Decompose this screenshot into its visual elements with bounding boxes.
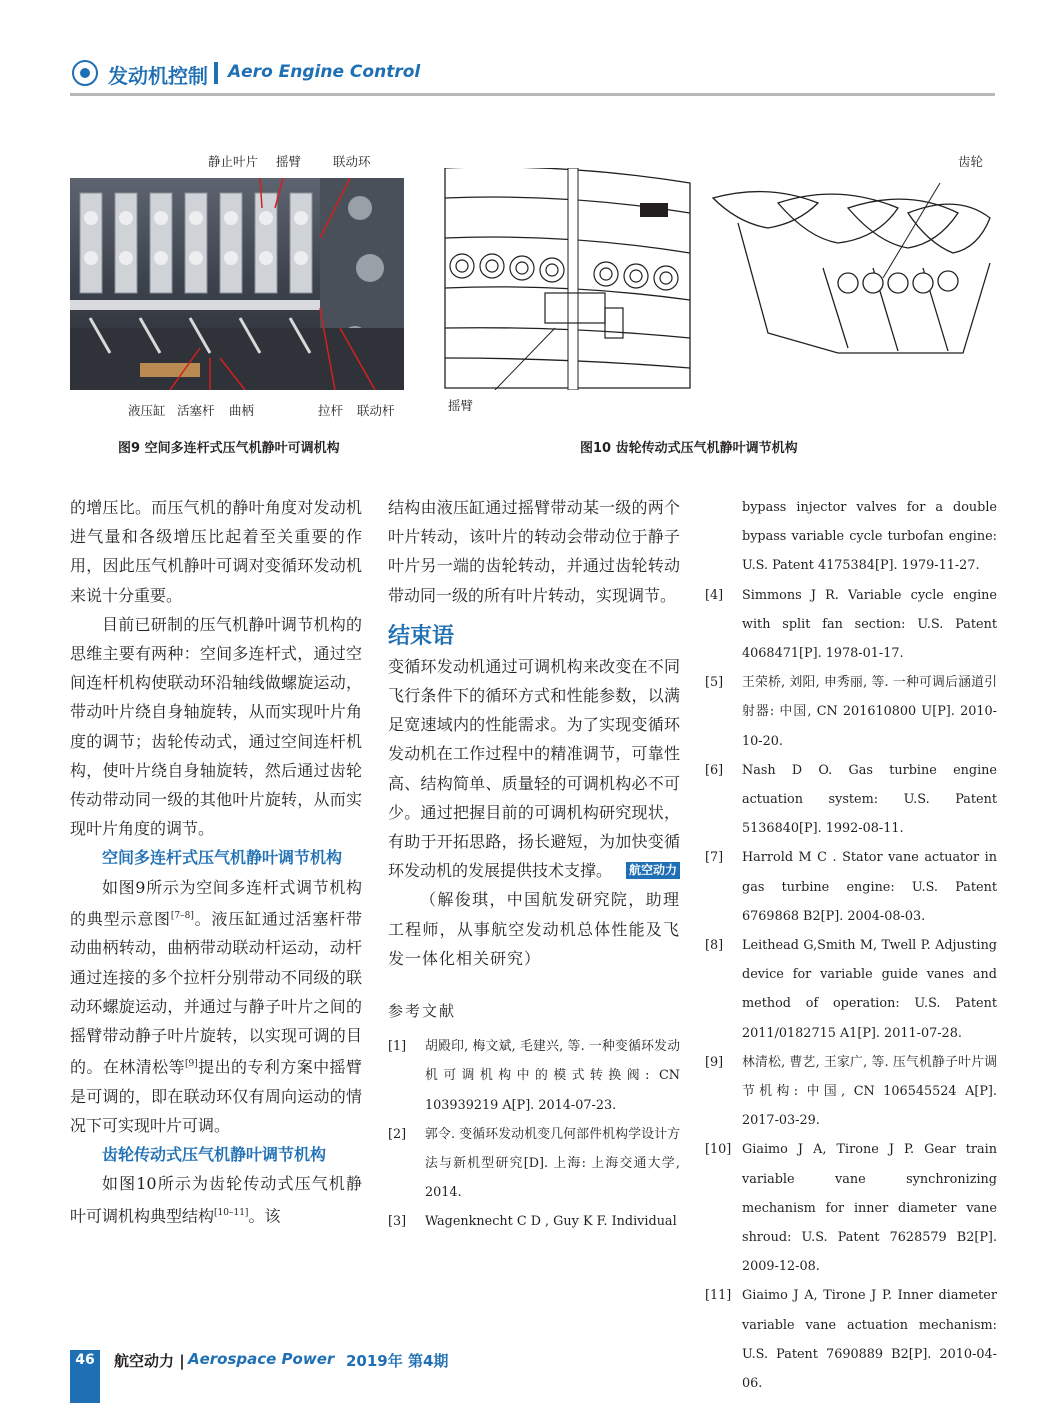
references-list-a xyxy=(388,1032,680,1236)
reference-item: [8] Leithead G,Smith M, Twell P. Adjusting device for variable guide vanes and method of operation: U.S. Patent 2011/0182715 A1[P]. 2011-07-28. xyxy=(705,938,997,1041)
reference-item: [9] 林清松, 曹艺, 王家广, 等. 压气机静子叶片调节机构: 中国, CN 106545524 A[P]. 2017-03-29. xyxy=(705,1054,997,1129)
reference-item: [7] Harrold M C . Stator vane actuator in gas turbine engine: U.S. Patent 6769868 B2[P]. 2004-08-03. xyxy=(705,850,997,924)
column-2 xyxy=(388,493,680,1237)
citation-10-11: [10–11] xyxy=(214,1207,249,1218)
author-note: （解俊琪，中国航发研究院，助理工程师，从事航空发动机总体性能及飞发一体化相关研究） xyxy=(388,890,680,968)
column-1 xyxy=(70,493,362,1230)
fig10-label-rocker: 摇臂 xyxy=(448,398,474,413)
citation-7-8: [7–8] xyxy=(170,910,194,921)
col1-paragraph-3: 如图9所示为空间多连杆式调节机构的典型示意图[7–8]。液压缸通过活塞杆带动曲柄转动，曲柄带动联动杆运动，动杆通过连接的多个拉杆分别带动不同级的联动环螺旋运动，并通过与静子叶片之间的摇臂带动静子叶片旋转，以实现可调的目的。在林清松等[9]提出的专利方案中摇臂是可调的，即在联动环仅有周向运动的情况下可实现叶片可调。 xyxy=(70,877,362,1135)
references-title: 参考文献 xyxy=(388,1002,457,1021)
section-title-cn: 发动机控制 xyxy=(108,64,208,88)
col1-paragraph-1: 的增压比。而压气机的静叶角度对发动机进气量和各级增压比起着至关重要的作用，因此压气机静叶可调对变循环发动机来说十分重要。 xyxy=(70,498,362,605)
fig10-label-gear: 齿轮 xyxy=(958,154,984,169)
page-number: 46 xyxy=(75,1352,95,1368)
reference-item: [3] Wagenknecht C D , Guy K F. Individual xyxy=(388,1214,677,1230)
citation-9: [9] xyxy=(184,1059,198,1070)
footer-journal-cn: 航空动力 | xyxy=(114,1352,185,1370)
figure-10 xyxy=(430,148,995,423)
fig10-casing-drawing xyxy=(440,168,695,390)
figure-9-caption: 图9 空间多连杆式压气机静叶可调机构 xyxy=(118,441,340,456)
reference-item: [10] Giaimo J A, Tirone J P. Gear train variable vane synchronizing mechanism for inner diameter vane shroud: U.S. Patent 7628579 B2[P]. 2009-12-08. xyxy=(705,1142,997,1275)
section-title-en: Aero Engine Control xyxy=(228,62,421,82)
fig9-label-rocker: 摇臂 xyxy=(276,154,302,169)
reference-item: [4] Simmons J R. Variable cycle engine with split fan section: U.S. Patent 4068471[P]. 1978-01-17. xyxy=(705,587,997,662)
footer-issue: 2019年 第4期 xyxy=(346,1352,449,1370)
fig9-label-crank: 曲柄 xyxy=(229,403,255,418)
fig9-label-piston-rod: 活塞杆 xyxy=(177,403,215,418)
journal-badge: 航空动力 xyxy=(626,862,680,879)
header-rule xyxy=(70,93,995,96)
fig10-gear-drawing xyxy=(708,183,993,363)
fig9-label-stator-vane: 静止叶片 xyxy=(208,154,259,169)
heading-multilink: 空间多连杆式压气机静叶调节机构 xyxy=(102,848,343,868)
figure-10-caption: 图10 齿轮传动式压气机静叶调节机构 xyxy=(580,441,798,456)
column-3 xyxy=(705,493,997,1398)
conclusion-paragraph: 变循环发动机通过可调机构来改变在不同飞行条件下的循环方式和性能参数，以满足宽速域内的性能需求。为了实现变循环发动机在工作过程中的精准调节，可靠性高、结构简单、质量轻的可调机构必不可少。通过把握目前的可调机构研究现状，有助于开拓思路，扬长避短，为加快变循环发动机的发展提供技术支撑。 航空动力 xyxy=(388,656,680,881)
reference-item: [1] 胡殿印, 梅文斌, 毛建兴, 等. 一种变循环发动机可调机构中的模式转换阀: CN 103939219 A[P]. 2014-07-23. xyxy=(388,1039,680,1113)
fig9-label-link-rod: 联动杆 xyxy=(357,403,395,418)
col2-paragraph-1: 结构由液压缸通过摇臂带动某一级的两个叶片转动，该叶片的转动会带动位于静子叶片另一端的齿轮转动，并通过齿轮转动带动同一级的所有叶片转动，实现调节。 xyxy=(388,498,680,605)
conclusion-title: 结束语 xyxy=(388,623,455,649)
journal-logo-icon xyxy=(72,60,98,86)
col1-paragraph-2: 目前已研制的压气机静叶调节机构的思维主要有两种：空间多连杆式，通过空间连杆机构使联动环沿轴线做螺旋运动，带动叶片绕自身轴旋转，从而实现叶片角度的调节；齿轮传动式，通过空间连杆机构，使叶片绕自身轴旋转，然后通过齿轮传动带动同一级的其他叶片旋转，从而实现叶片角度的调节。 xyxy=(70,614,362,839)
reference-item: [2] 郭令. 变循环发动机变几何部件机构学设计方法与新机型研究[D]. 上海: 上海交通大学, 2014. xyxy=(388,1126,680,1201)
footer-journal-en: Aerospace Power xyxy=(188,1350,335,1368)
heading-gear: 齿轮传动式压气机静叶调节机构 xyxy=(102,1145,327,1165)
fig9-label-ring: 联动环 xyxy=(333,154,371,169)
header-divider xyxy=(214,62,218,84)
reference-item: [11] Giaimo J A, Tirone J P. Inner diameter variable vane actuation mechanism: U.S. Patent 7690889 B2[P]. 2010-04-06. xyxy=(705,1288,997,1392)
fig9-label-cylinder: 液压缸 xyxy=(128,403,166,418)
reference-item: [6] Nash D O. Gas turbine engine actuation system: U.S. Patent 5136840[P]. 1992-08-11. xyxy=(705,762,997,837)
reference-continuation: bypass injector valves for a double bypass variable cycle turbofan engine: U.S. Patent 4175384[P]. 1979-11-27. xyxy=(742,500,997,574)
col1-paragraph-4: 如图10所示为齿轮传动式压气机静叶可调机构典型结构[10–11]。该 xyxy=(70,1174,362,1225)
fig9-label-pull-rod: 拉杆 xyxy=(318,403,344,418)
figure-9 xyxy=(70,148,410,423)
fig9-photo xyxy=(70,178,404,390)
reference-item: [5] 王荣桥, 刘阳, 申秀丽, 等. 一种可调后涵道引射器: 中国, CN 201610800 U[P]. 2010-10-20. xyxy=(705,675,997,749)
